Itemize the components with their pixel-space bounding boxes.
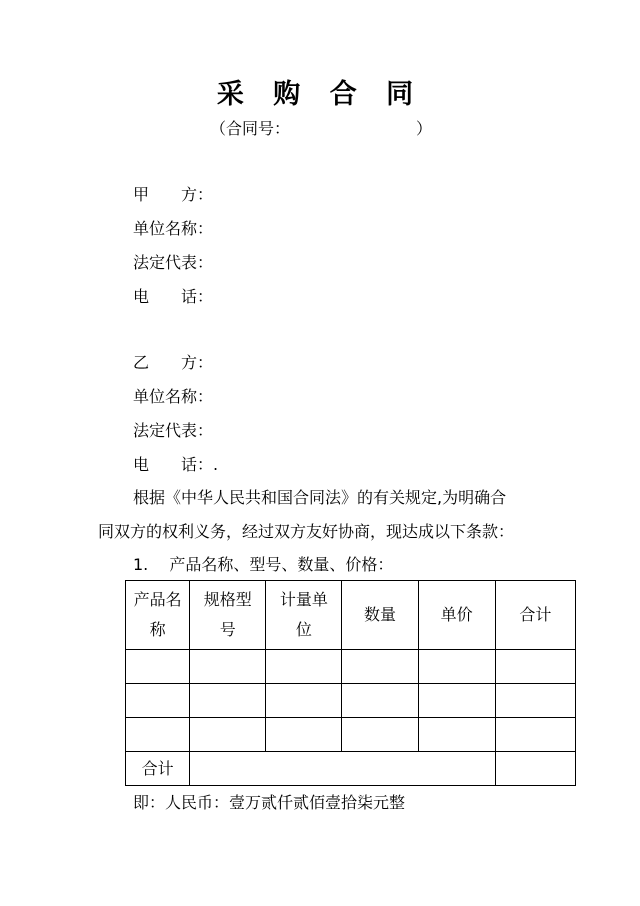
header-spec-model <box>190 581 266 650</box>
table-header-row <box>126 581 576 650</box>
intro-line-1: 根据《中华人民共和国合同法》的有关规定,为明确合 <box>133 488 507 507</box>
table-cell <box>342 718 418 752</box>
clause-1-heading: 1. 产品名称、型号、数量、价格： <box>133 555 394 574</box>
table-cell <box>190 650 266 684</box>
header-spec-model-line1: 规格型 <box>203 590 252 609</box>
header-product-name-line1: 产品名 <box>133 590 182 609</box>
header-subtotal-label: 合计 <box>519 605 552 624</box>
header-product-name-line2: 称 <box>149 620 166 639</box>
table-cell <box>126 684 190 718</box>
party-b-label: 乙 方： <box>133 353 214 372</box>
table-cell <box>418 718 495 752</box>
table-row <box>126 684 576 718</box>
table-cell <box>190 718 266 752</box>
table-cell <box>190 684 266 718</box>
contract-title: 采 购 合 同 <box>216 79 424 110</box>
header-quantity <box>342 581 418 650</box>
contract-number-label: （合同号： <box>210 119 291 138</box>
party-a-legal-rep-label: 法定代表： <box>133 253 214 272</box>
party-a-phone-label: 电 话： <box>133 287 214 306</box>
amount-in-words: 即：人民币：壹万贰仟贰佰壹拾柒元整 <box>133 793 406 812</box>
table-total-row <box>126 752 576 786</box>
header-product-name <box>126 581 190 650</box>
table-cell <box>495 650 575 684</box>
table-cell <box>266 650 342 684</box>
table-cell <box>266 684 342 718</box>
contract-number-line <box>210 118 433 140</box>
contract-number-close: ） <box>416 119 433 138</box>
total-value-cell <box>495 752 575 786</box>
header-subtotal <box>495 581 575 650</box>
table-cell <box>126 718 190 752</box>
total-spacer-cell <box>190 752 496 786</box>
party-b-legal-rep-label: 法定代表： <box>133 421 214 440</box>
table-cell <box>495 718 575 752</box>
header-unit <box>266 581 342 650</box>
table-cell <box>342 650 418 684</box>
header-unit-line1: 计量单 <box>279 590 328 609</box>
product-table <box>125 580 576 786</box>
table-cell <box>495 684 575 718</box>
table-cell <box>266 718 342 752</box>
header-unit-price <box>418 581 495 650</box>
table-row <box>126 718 576 752</box>
header-quantity-label: 数量 <box>364 605 397 624</box>
table-cell <box>342 684 418 718</box>
table-row <box>126 650 576 684</box>
party-b-phone-label: 电 话：. <box>133 455 219 474</box>
header-unit-line2: 位 <box>295 620 312 639</box>
party-b-unit-name-label: 单位名称： <box>133 387 214 406</box>
header-spec-model-line2: 号 <box>219 620 236 639</box>
intro-line-2: 同双方的权利义务，经过双方友好协商，现达成以下条款： <box>98 522 515 541</box>
table-cell <box>418 684 495 718</box>
total-label-cell: 合计 <box>126 752 190 786</box>
header-unit-price-label: 单价 <box>440 605 473 624</box>
party-a-label: 甲 方： <box>133 185 214 204</box>
party-a-unit-name-label: 单位名称： <box>133 219 214 238</box>
table-cell <box>418 650 495 684</box>
table-cell <box>126 650 190 684</box>
